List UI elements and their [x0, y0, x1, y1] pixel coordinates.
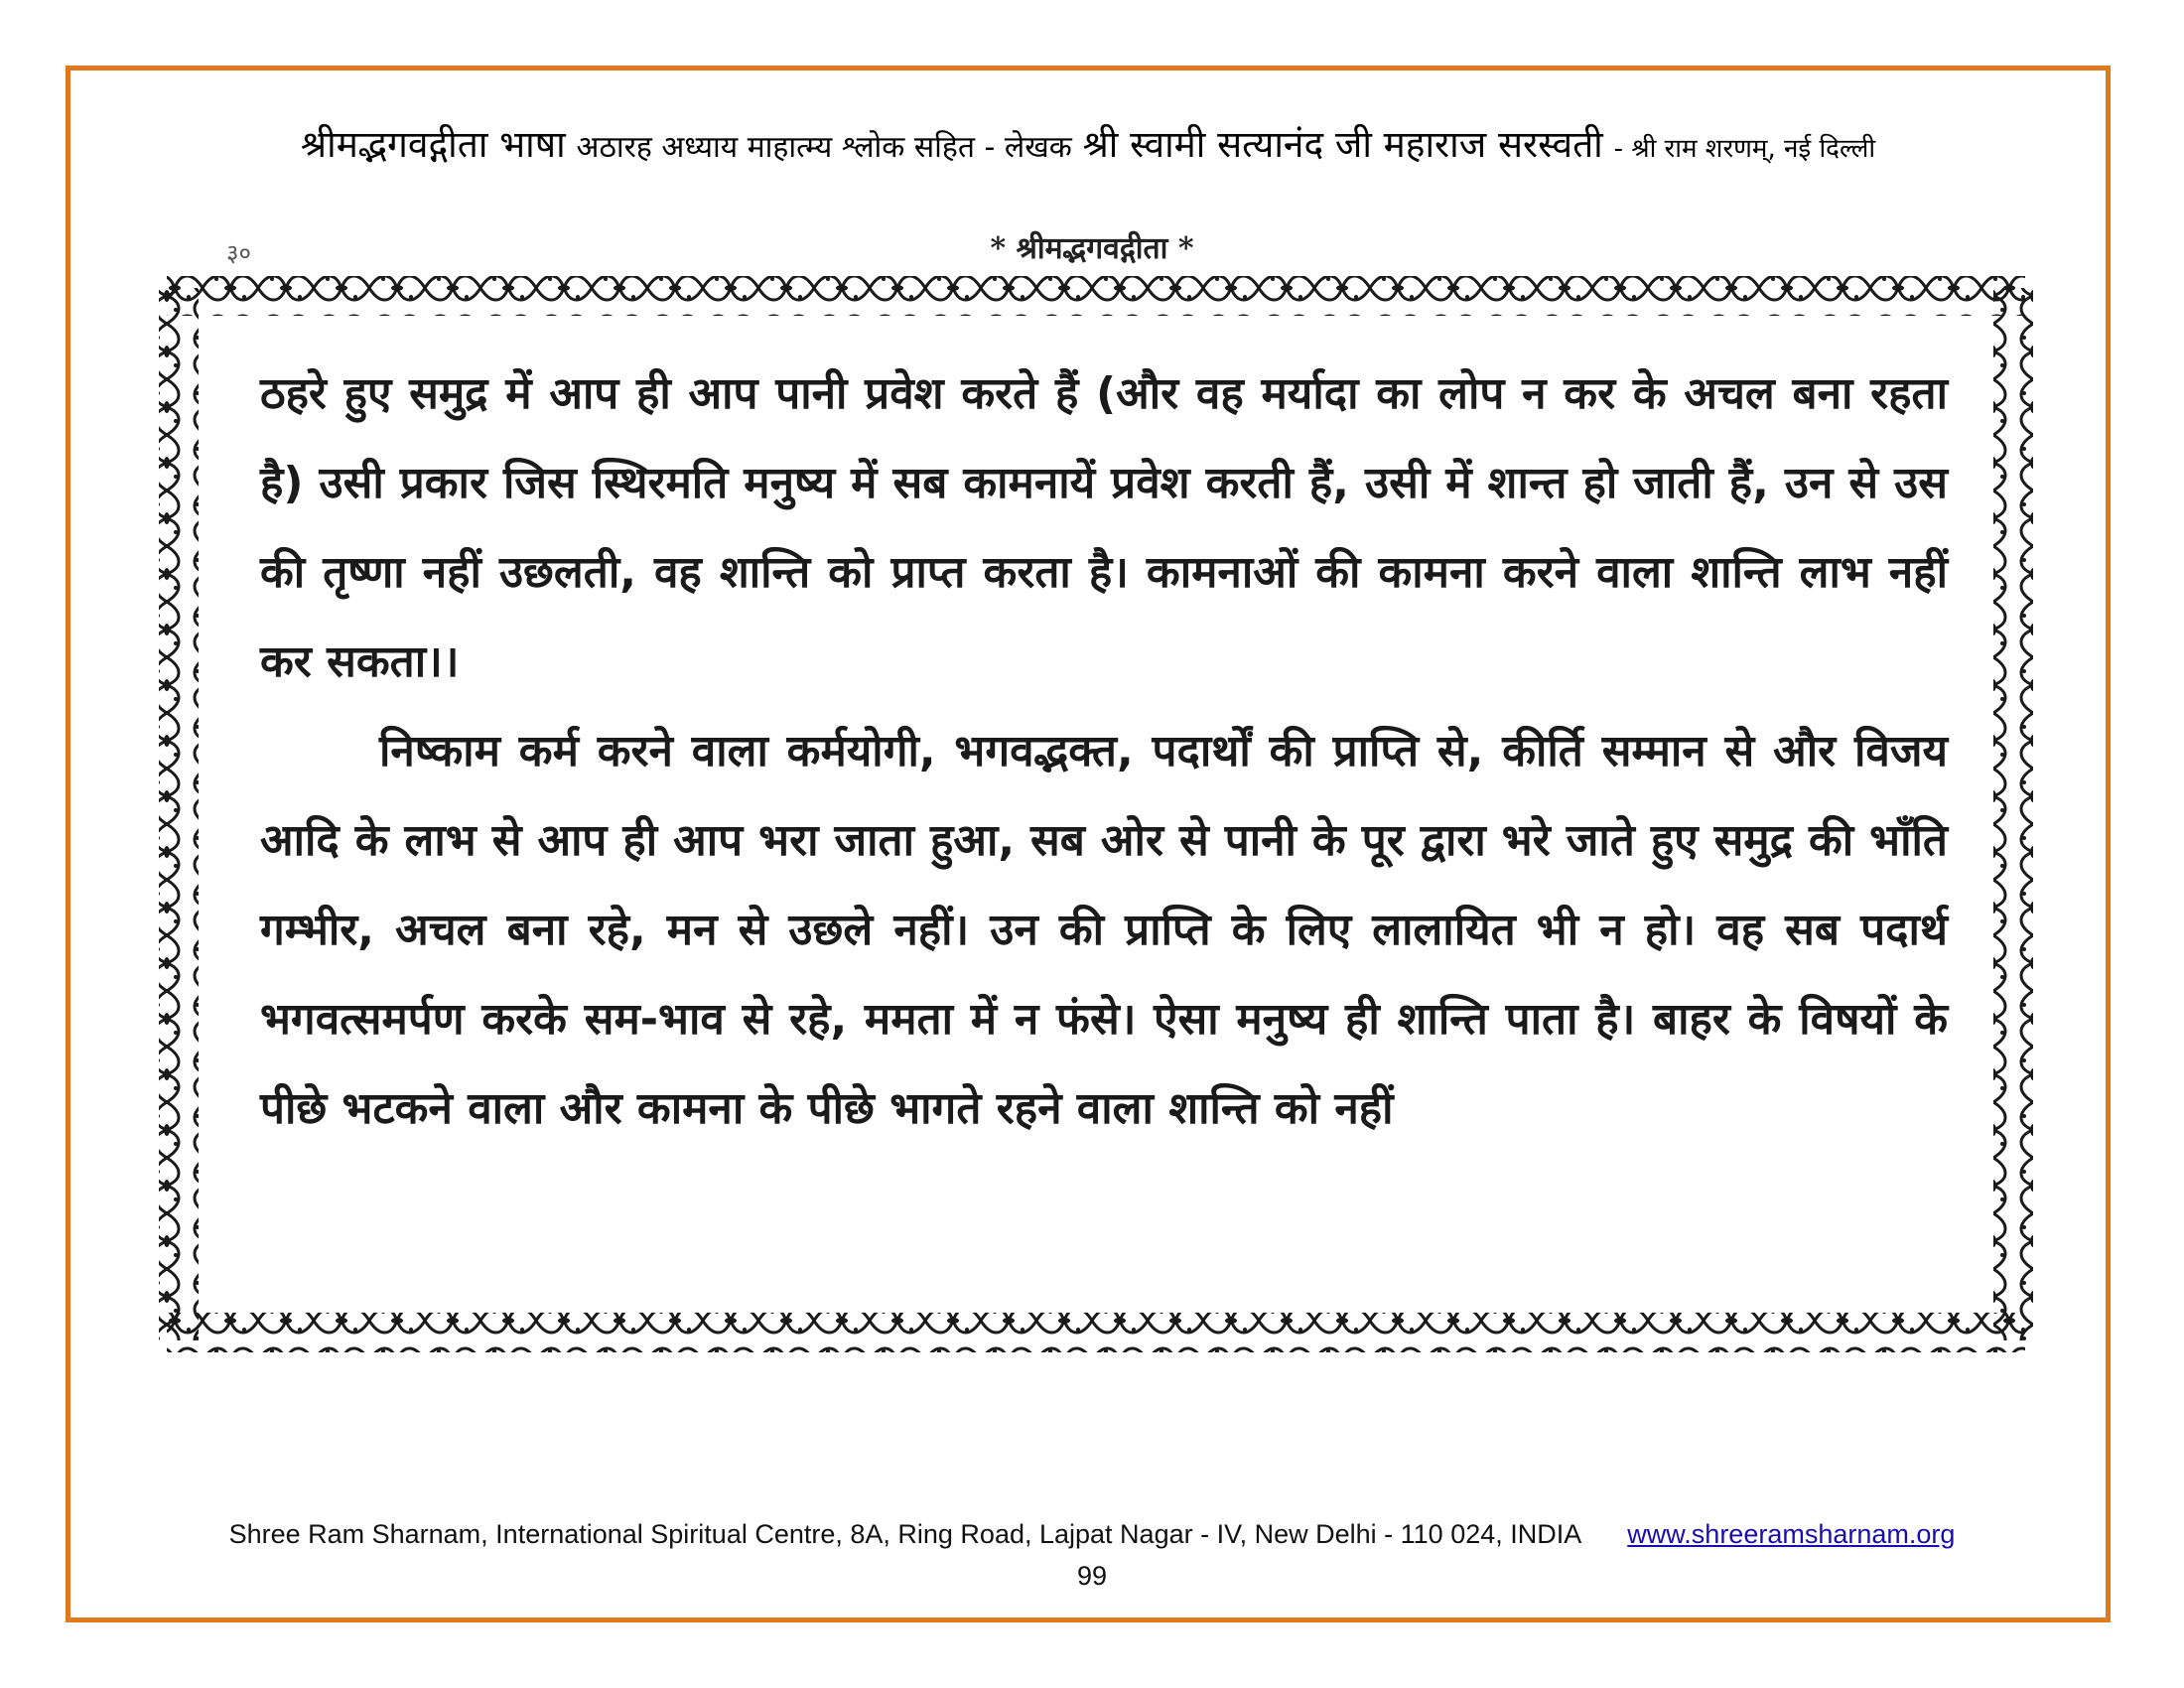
- footer-website-link[interactable]: www.shreeramsharnam.org: [1627, 1519, 1956, 1549]
- paragraph-2: निष्काम कर्म करने वाला कर्मयोगी, भगवद्भक्त, पदार्थों की प्राप्ति से, कीर्ति सम्मान से और विजय आदि के लाभ से आप ही आप भरा जाता हुआ, सब ओर से पानी के पूर द्वारा भरे जाते हुए समुद्र की भाँति गम्भीर, अचल बना रहे, मन से उछले नहीं। उन की प्राप्ति के लिए लालायित भी न हो। वह सब पदार्थ भगवत्समर्पण करके सम-भाव से रहे, ममता में न फंसे। ऐसा मनुष्य ही शान्ति पाता है। बाहर के विषयों के पीछे भटकने वाला और कामना के पीछे भागते रहने वाला शान्ति को नहीं: [260, 726, 1948, 1134]
- footer: [0, 1519, 2184, 1550]
- header-publisher: - श्री राम शरणम्, नई दिल्ली: [1613, 134, 1876, 164]
- border-bottom: [167, 1313, 2025, 1352]
- header-author: श्री स्वामी सत्यानंद जी महाराज सरस्वती: [1082, 123, 1603, 166]
- document-header: [66, 117, 2111, 168]
- paragraph-1: ठहरे हुए समुद्र में आप ही आप पानी प्रवेश करते हैं (और वह मर्यादा का लोप न कर के अचल बना रहता है) उसी प्रकार जिस स्थिरमति मनुष्य में सब कामनायें प्रवेश करती हैं, उसी में शान्त हो जाती हैं, उन से उस की तृष्णा नहीं उछलती, वह शान्ति को प्राप्त करता है। कामनाओं की कामना करने वाला शान्ति लाभ नहीं कर सकता।।: [260, 368, 1948, 687]
- border-top: [167, 276, 2025, 316]
- scanned-text-body: [260, 350, 1948, 1154]
- scan-title: * श्रीमद्भगवद्गीता *: [990, 231, 1194, 266]
- border-left: [159, 288, 199, 1340]
- border-right: [1993, 288, 2033, 1340]
- page-number: 99: [1076, 1561, 1108, 1591]
- header-book-title: श्रीमद्भगवद्गीता भाषा: [300, 123, 566, 166]
- footer-address: Shree Ram Sharnam, International Spiritual Centre, 8A, Ring Road, Lajpat Nagar - IV, New Delhi - 110 024, INDIA: [228, 1519, 1580, 1549]
- header-subtitle: अठारह अध्याय माहात्म्य श्लोक सहित - लेखक: [576, 130, 1072, 165]
- scan-page-number: ३०: [226, 239, 251, 267]
